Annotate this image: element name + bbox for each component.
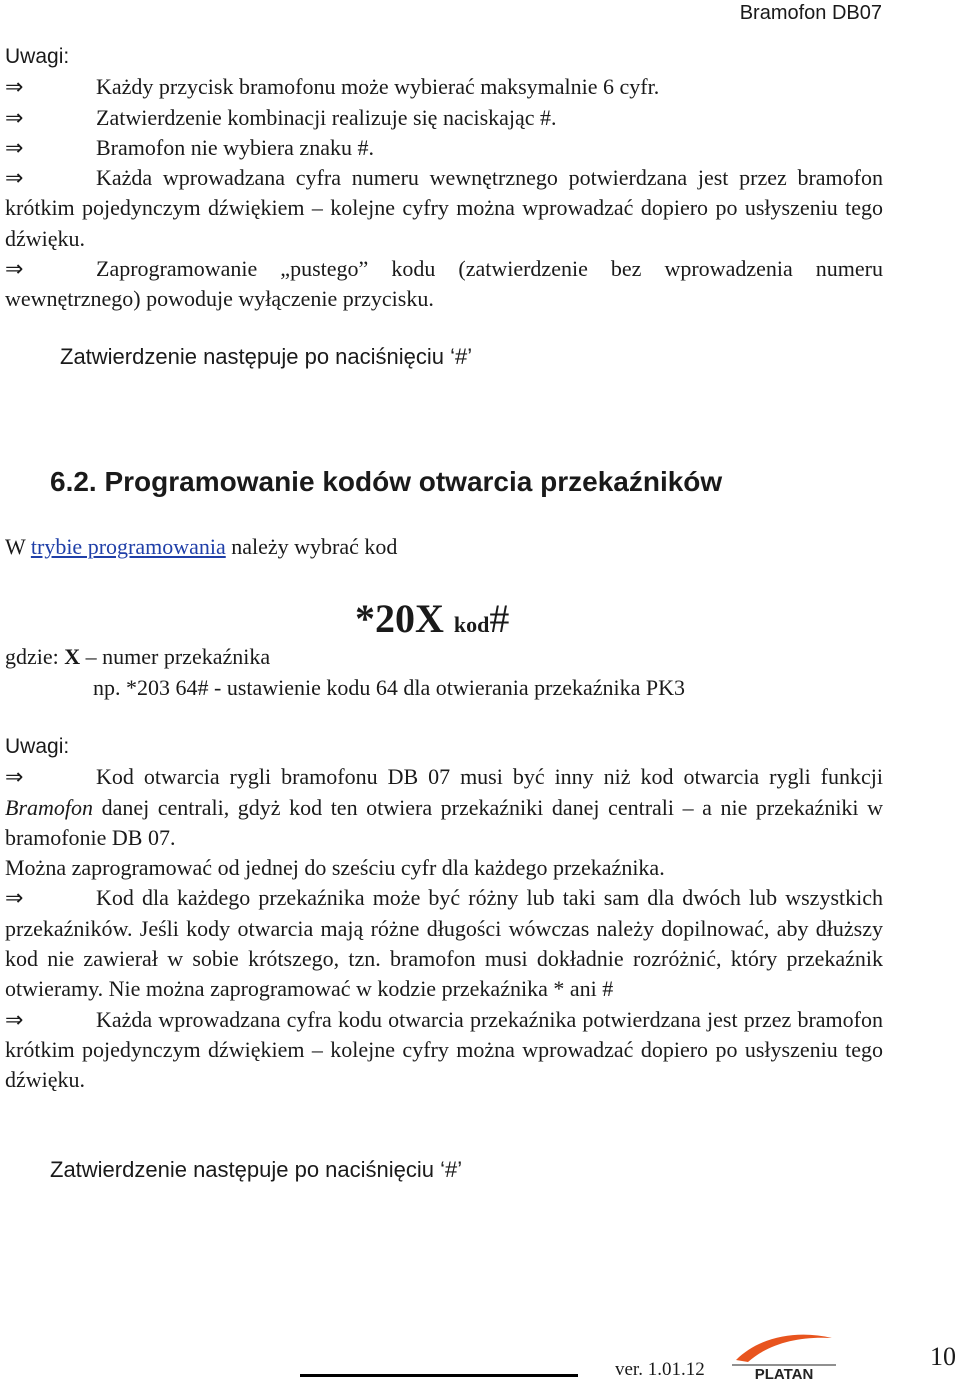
- code-example: np. *203 64# - ustawienie kodu 64 dla otwierania przekaźnika PK3: [93, 675, 686, 700]
- note-item: [5, 103, 883, 133]
- notes-section-2: [5, 732, 883, 1096]
- note-text: Kod otwarcia rygli bramofonu DB 07 musi być inny niż kod otwarcia rygli funkcji: [96, 764, 883, 790]
- section-heading: 6.2. Programowanie kodów otwarcia przekaźników: [50, 466, 723, 497]
- implies-arrow-icon: ⇒: [5, 885, 24, 911]
- notes-heading: Uwagi:: [5, 45, 70, 68]
- intro-suffix: należy wybrać kod: [225, 534, 398, 559]
- note-text: Zatwierdzenie kombinacji realizuje się naciskając #.: [96, 104, 557, 130]
- note-text: Każda wprowadzana cyfra numeru wewnętrznego potwierdzana jest przez bramofon krótkim pojedynczym dźwiękiem – kolejne cyfry można wprowadzać dopiero po usłyszeniu tego dźwięku.: [5, 165, 883, 251]
- note-text: Każdy przycisk bramofonu może wybierać maksymalnie 6 cyfr.: [96, 74, 660, 100]
- note-line: Można zaprogramować od jednej do sześciu cyfr dla każdego przekaźnika.: [5, 855, 665, 881]
- page-number: 10: [930, 1342, 956, 1371]
- implies-arrow-icon: ⇒: [5, 256, 24, 282]
- note-text: Nie można zaprogramować w kodzie przekaźnika * ani #: [108, 976, 614, 1002]
- note-item: [5, 883, 883, 1004]
- legend-text: – numer przekaźnika: [80, 644, 271, 669]
- implies-arrow-icon: ⇒: [5, 134, 24, 160]
- notes-heading: Uwagi:: [5, 735, 70, 758]
- logo-text: PLATAN: [754, 1366, 814, 1382]
- note-item: [5, 133, 883, 163]
- note-item: [5, 72, 883, 102]
- note-item: [5, 254, 883, 315]
- platan-logo: [732, 1330, 836, 1382]
- document-header-title: Bramofon DB07: [739, 2, 882, 24]
- confirm-note: Zatwierdzenie następuje po naciśnięciu ‘#’: [50, 1157, 463, 1182]
- intro-prefix: W: [5, 534, 31, 559]
- note-text: Zaprogramowanie „pustego” kodu (zatwierdzenie bez wprowadzenia numeru wewnętrznego) powoduje wyłączenie przycisku.: [5, 256, 883, 312]
- note-italic-term: Bramofon: [5, 794, 93, 820]
- section-intro: [5, 534, 397, 560]
- note-item: [5, 1005, 883, 1096]
- code-format: [355, 595, 509, 642]
- version-label: ver. 1.01.12: [615, 1359, 705, 1380]
- code-hash: #: [489, 596, 510, 641]
- code-label: kod: [453, 612, 490, 637]
- note-item: [5, 762, 883, 853]
- note-item: [5, 163, 883, 254]
- note-text: Każda wprowadzana cyfra kodu otwarcia przekaźnika potwierdzana jest przez bramofon krótkim pojedynczym dźwiękiem – kolejne cyfry można wprowadzać dopiero po usłyszeniu tego dźwięku.: [5, 1006, 883, 1093]
- notes-section-1: [5, 42, 883, 315]
- implies-arrow-icon: ⇒: [5, 764, 24, 790]
- implies-arrow-icon: ⇒: [5, 1006, 24, 1032]
- note-text: Kod dla każdego przekaźnika może być różny lub taki sam dla dwóch lub wszystkich przekaźników. Jeśli kody otwarcia mają różne długości wówczas należy dopilnować, aby dłuższy kod nie zawierał w sobie krótszego, tzn. bramofon musi dokładnie rozróżnić, który przekaźnik otwieramy.: [5, 885, 883, 1002]
- implies-arrow-icon: ⇒: [5, 74, 24, 100]
- logo-swoosh: [736, 1335, 832, 1362]
- note-text: danej centrali, gdyż kod ten otwiera przekaźniki danej centrali – a nie przekaźniki w bramofonie DB 07.: [5, 794, 883, 850]
- footer-divider: [300, 1374, 578, 1377]
- legend-prefix: gdzie:: [5, 644, 65, 669]
- legend-x: X: [64, 644, 81, 669]
- confirm-note: Zatwierdzenie następuje po naciśnięciu ‘#’: [60, 344, 473, 369]
- implies-arrow-icon: ⇒: [5, 104, 24, 130]
- note-text: Bramofon nie wybiera znaku #.: [96, 134, 374, 160]
- implies-arrow-icon: ⇒: [5, 165, 24, 191]
- code-legend: [5, 644, 270, 670]
- programming-mode-link[interactable]: trybie programowania: [30, 534, 226, 559]
- code-main: *20X: [355, 596, 454, 641]
